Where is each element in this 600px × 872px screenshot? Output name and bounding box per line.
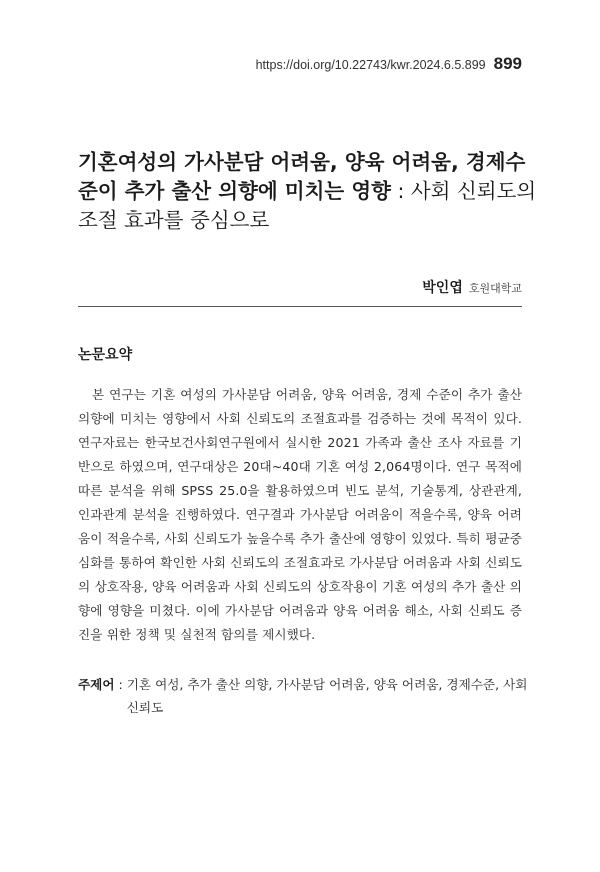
title-divider bbox=[78, 306, 522, 307]
page-number: 899 bbox=[493, 54, 522, 73]
paper-title bbox=[78, 148, 538, 235]
paper-title-subtitle: : 사회 신뢰도의 조절 효과를 중심으로 bbox=[78, 179, 537, 232]
page-header bbox=[256, 54, 522, 74]
keywords-text: 기혼 여성, 추가 출산 의향, 가사분담 어려움, 양육 어려움, 경제수준, 사회 신뢰도 bbox=[126, 677, 528, 715]
author-line bbox=[422, 277, 522, 297]
abstract-body: 본 연구는 기혼 여성의 가사분담 어려움, 양육 어려움, 경제 수준이 추가 출산 의향에 미치는 영향에서 사회 신뢰도의 조절효과를 검증하는 것에 목적이 있다. 연구자료는 한국보건사회연구원에서 실시한 2021 가족과 출산 조사 자료를 기반으로 하였으며, 연구대상은 20대~40대 기혼 여성 2,064명이다. 연구 목적에 따른 분석을 위해 SPSS 25.0을 활용하였으며 빈도 분석, 기술통계, 상관관계, 인과관계 분석을 진행하였다. 연구결과 가사분담 어려움이 적을수록, 양육 어려움이 적을수록, 사회 신뢰도가 높을수록 추가 출산에 영향이 있었다. 특히 평균중심화를 통하여 확인한 사회 신뢰도의 조절효과로 가사분담 어려움과 사회 신뢰도의 상호작용, 양육 어려움과 사회 신뢰도의 상호작용이 기혼 여성의 추가 출산 의향에 영향을 미쳤다. 이에 가사분담 어려움과 양육 어려움 해소, 사회 신뢰도 증진을 위한 정책 및 실천적 함의를 제시했다. bbox=[78, 387, 522, 642]
abstract-heading: 논문요약 bbox=[78, 347, 133, 363]
paper-title-main: 기혼여성의 가사분담 어려움, 양육 어려움, 경제수준이 추가 출산 의향에 미치는 영향 bbox=[78, 150, 526, 203]
keywords-separator: : bbox=[114, 677, 127, 692]
author-name: 박인엽 bbox=[422, 280, 463, 296]
keywords-block bbox=[78, 673, 528, 719]
author-affiliation: 호원대학교 bbox=[468, 282, 522, 295]
keywords-label: 주제어 bbox=[78, 677, 115, 692]
doi-link[interactable]: https://doi.org/10.22743/kwr.2024.6.5.899 bbox=[255, 58, 486, 72]
